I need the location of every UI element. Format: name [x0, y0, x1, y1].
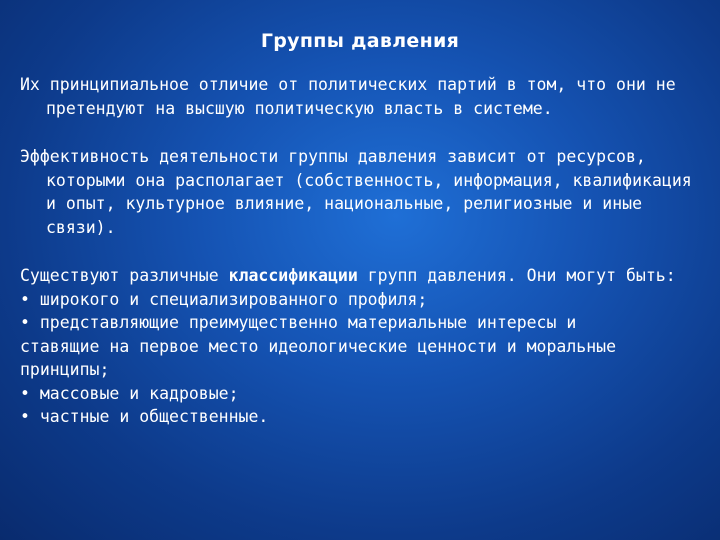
- slide-body: [20, 73, 705, 429]
- slide-title: Группы давления: [260, 30, 460, 52]
- list-item-interests-line2: ставящие на первое место идеологические ценности и моральные: [20, 336, 617, 356]
- list-item-mass-cadre: • массовые и кадровые;: [20, 383, 239, 403]
- classifications-outro: групп давления. Они могут быть:: [357, 266, 676, 285]
- list-item-private-public: • частные и общественные.: [20, 407, 269, 426]
- classifications-intro: Существуют различные: [20, 266, 229, 285]
- list-item-interests-line1: • представляющие преимущественно материальные интересы и: [20, 313, 577, 332]
- list-item-interests-line3: принципы;: [20, 360, 110, 379]
- paragraph-classifications: [20, 264, 705, 288]
- classifications-keyword: классификации: [228, 266, 358, 285]
- paragraph-party-difference: Их принципиальное отличие от политических партий в том, что они не претендуют на высшую политическую власть в системе.: [20, 75, 676, 118]
- paragraph-effectiveness: Эффективность деятельности группы давления зависит от ресурсов, которыми она располагает (собственность, информация, квалификация и опыт, культурное влияние, национальные, религиозные и иные связи).: [20, 147, 692, 237]
- list-item-profile: • широкого и специализированного профиля;: [20, 289, 428, 309]
